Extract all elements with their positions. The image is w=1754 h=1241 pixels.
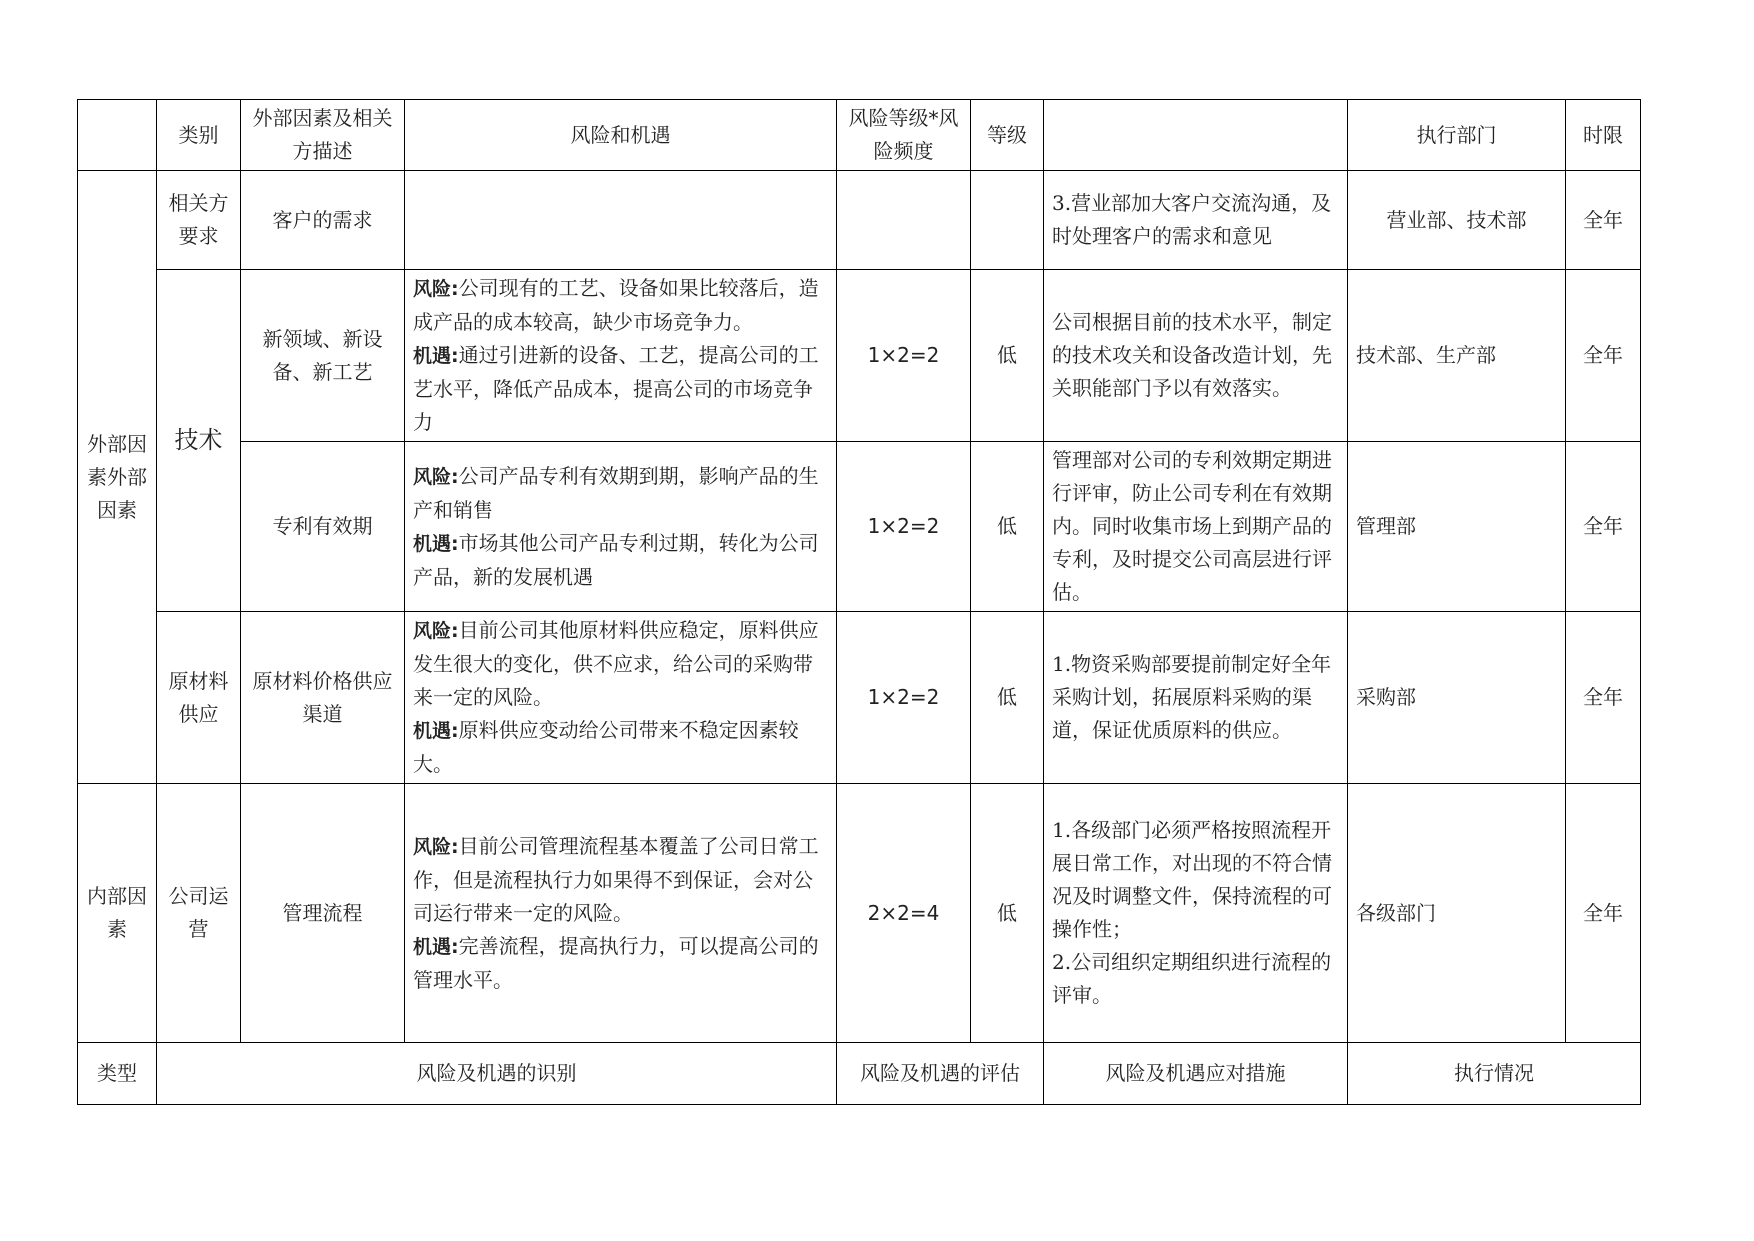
row-level xyxy=(971,171,1044,270)
opportunity-text: 通过引进新的设备、工艺，提高公司的工艺水平，降低产品成本，提高公司的市场竞争力 xyxy=(413,343,819,434)
row-dept: 管理部 xyxy=(1348,442,1566,612)
header-grade-freq: 风险等级*风险频度 xyxy=(837,100,971,171)
row-score: 1×2=2 xyxy=(837,612,971,784)
footer-type: 类型 xyxy=(78,1043,157,1105)
row-deadline: 全年 xyxy=(1566,270,1641,442)
header-dept: 执行部门 xyxy=(1348,100,1566,171)
row-deadline: 全年 xyxy=(1566,171,1641,270)
row-dept: 营业部、技术部 xyxy=(1348,171,1566,270)
row-dept: 技术部、生产部 xyxy=(1348,270,1566,442)
row-measures: 1.物资采购部要提前制定好全年采购计划，拓展原料采购的渠道，保证优质原料的供应。 xyxy=(1044,612,1348,784)
row-deadline: 全年 xyxy=(1566,442,1641,612)
row-measures: 3.营业部加大客户交流沟通，及时处理客户的需求和意见 xyxy=(1044,171,1348,270)
footer-execution: 执行情况 xyxy=(1348,1043,1641,1105)
footer-evaluate: 风险及机遇的评估 xyxy=(837,1043,1044,1105)
row-deadline: 全年 xyxy=(1566,784,1641,1043)
opportunity-label: 机遇: xyxy=(413,720,459,742)
risk-text: 目前公司其他原材料供应稳定，原料供应发生很大的变化，供不应求，给公司的采购带来一定的风险。 xyxy=(413,618,819,709)
opportunity-label: 机遇: xyxy=(413,345,459,367)
row-score: 2×2=4 xyxy=(837,784,971,1043)
risk-text: 公司现有的工艺、设备如果比较落后，造成产品的成本较高，缺少市场竞争力。 xyxy=(413,276,819,334)
row-dept: 各级部门 xyxy=(1348,784,1566,1043)
row-level: 低 xyxy=(971,270,1044,442)
group-external: 外部因素外部因素 xyxy=(78,171,157,784)
row-risk-opp xyxy=(405,171,837,270)
header-external-desc: 外部因素及相关方描述 xyxy=(241,100,405,171)
footer-row xyxy=(78,1043,1641,1105)
table-row xyxy=(78,171,1641,270)
row-risk-opp xyxy=(405,784,837,1043)
row-deadline: 全年 xyxy=(1566,612,1641,784)
row-level: 低 xyxy=(971,612,1044,784)
risk-text: 公司产品专利有效期到期，影响产品的生产和销售 xyxy=(413,463,819,522)
opportunity-text: 市场其他公司产品专利过期，转化为公司产品，新的发展机遇 xyxy=(413,530,819,589)
risk-text: 目前公司管理流程基本覆盖了公司日常工作，但是流程执行力如果得不到保证，会对公司运行带来一定的风险。 xyxy=(413,833,819,925)
row-desc: 客户的需求 xyxy=(241,171,405,270)
risk-label: 风险: xyxy=(413,835,459,858)
row-score xyxy=(837,171,971,270)
header-category: 类别 xyxy=(157,100,241,171)
opportunity-label: 机遇: xyxy=(413,532,459,555)
row-desc: 原材料价格供应渠道 xyxy=(241,612,405,784)
row-desc: 专利有效期 xyxy=(241,442,405,612)
table-row xyxy=(78,270,1641,442)
footer-identify: 风险及机遇的识别 xyxy=(157,1043,837,1105)
row-category: 技术 xyxy=(157,270,241,612)
row-measures xyxy=(1044,784,1348,1043)
row-desc: 管理流程 xyxy=(241,784,405,1043)
row-score: 1×2=2 xyxy=(837,442,971,612)
risk-label: 风险: xyxy=(413,620,459,642)
row-risk-opp xyxy=(405,612,837,784)
risk-opportunity-table xyxy=(77,99,1641,1105)
row-measures: 公司根据目前的技术水平，制定的技术攻关和设备改造计划，先关职能部门予以有效落实。 xyxy=(1044,270,1348,442)
header-row xyxy=(78,100,1641,171)
footer-response: 风险及机遇应对措施 xyxy=(1044,1043,1348,1105)
measure-item: 1.各级部门必须严格按照流程开展日常工作，对出现的不符合情况及时调整文件，保持流程的可操作性； xyxy=(1052,818,1332,941)
row-category: 原材料供应 xyxy=(157,612,241,784)
row-category: 公司运营 xyxy=(157,784,241,1043)
table-row xyxy=(78,612,1641,784)
opportunity-label: 机遇: xyxy=(413,935,459,958)
opportunity-text: 完善流程，提高执行力，可以提高公司的管理水平。 xyxy=(413,933,819,992)
risk-label: 风险: xyxy=(413,278,459,300)
row-dept: 采购部 xyxy=(1348,612,1566,784)
row-level: 低 xyxy=(971,442,1044,612)
header-level: 等级 xyxy=(971,100,1044,171)
header-measures xyxy=(1044,100,1348,171)
row-desc: 新领域、新设备、新工艺 xyxy=(241,270,405,442)
row-level: 低 xyxy=(971,784,1044,1043)
header-risk-opp: 风险和机遇 xyxy=(405,100,837,171)
header-deadline: 时限 xyxy=(1566,100,1641,171)
row-category: 相关方要求 xyxy=(157,171,241,270)
row-risk-opp xyxy=(405,442,837,612)
header-blank xyxy=(78,100,157,171)
table-row xyxy=(78,442,1641,612)
row-measures: 管理部对公司的专利效期定期进行评审，防止公司专利在有效期内。同时收集市场上到期产品的专利，及时提交公司高层进行评估。 xyxy=(1044,442,1348,612)
risk-label: 风险: xyxy=(413,465,459,488)
row-score: 1×2=2 xyxy=(837,270,971,442)
measure-item: 2.公司组织定期组织进行流程的评审。 xyxy=(1052,950,1332,1007)
row-risk-opp xyxy=(405,270,837,442)
opportunity-text: 原料供应变动给公司带来不稳定因素较大。 xyxy=(413,718,799,776)
table-row xyxy=(78,784,1641,1043)
group-internal: 内部因素 xyxy=(78,784,157,1043)
